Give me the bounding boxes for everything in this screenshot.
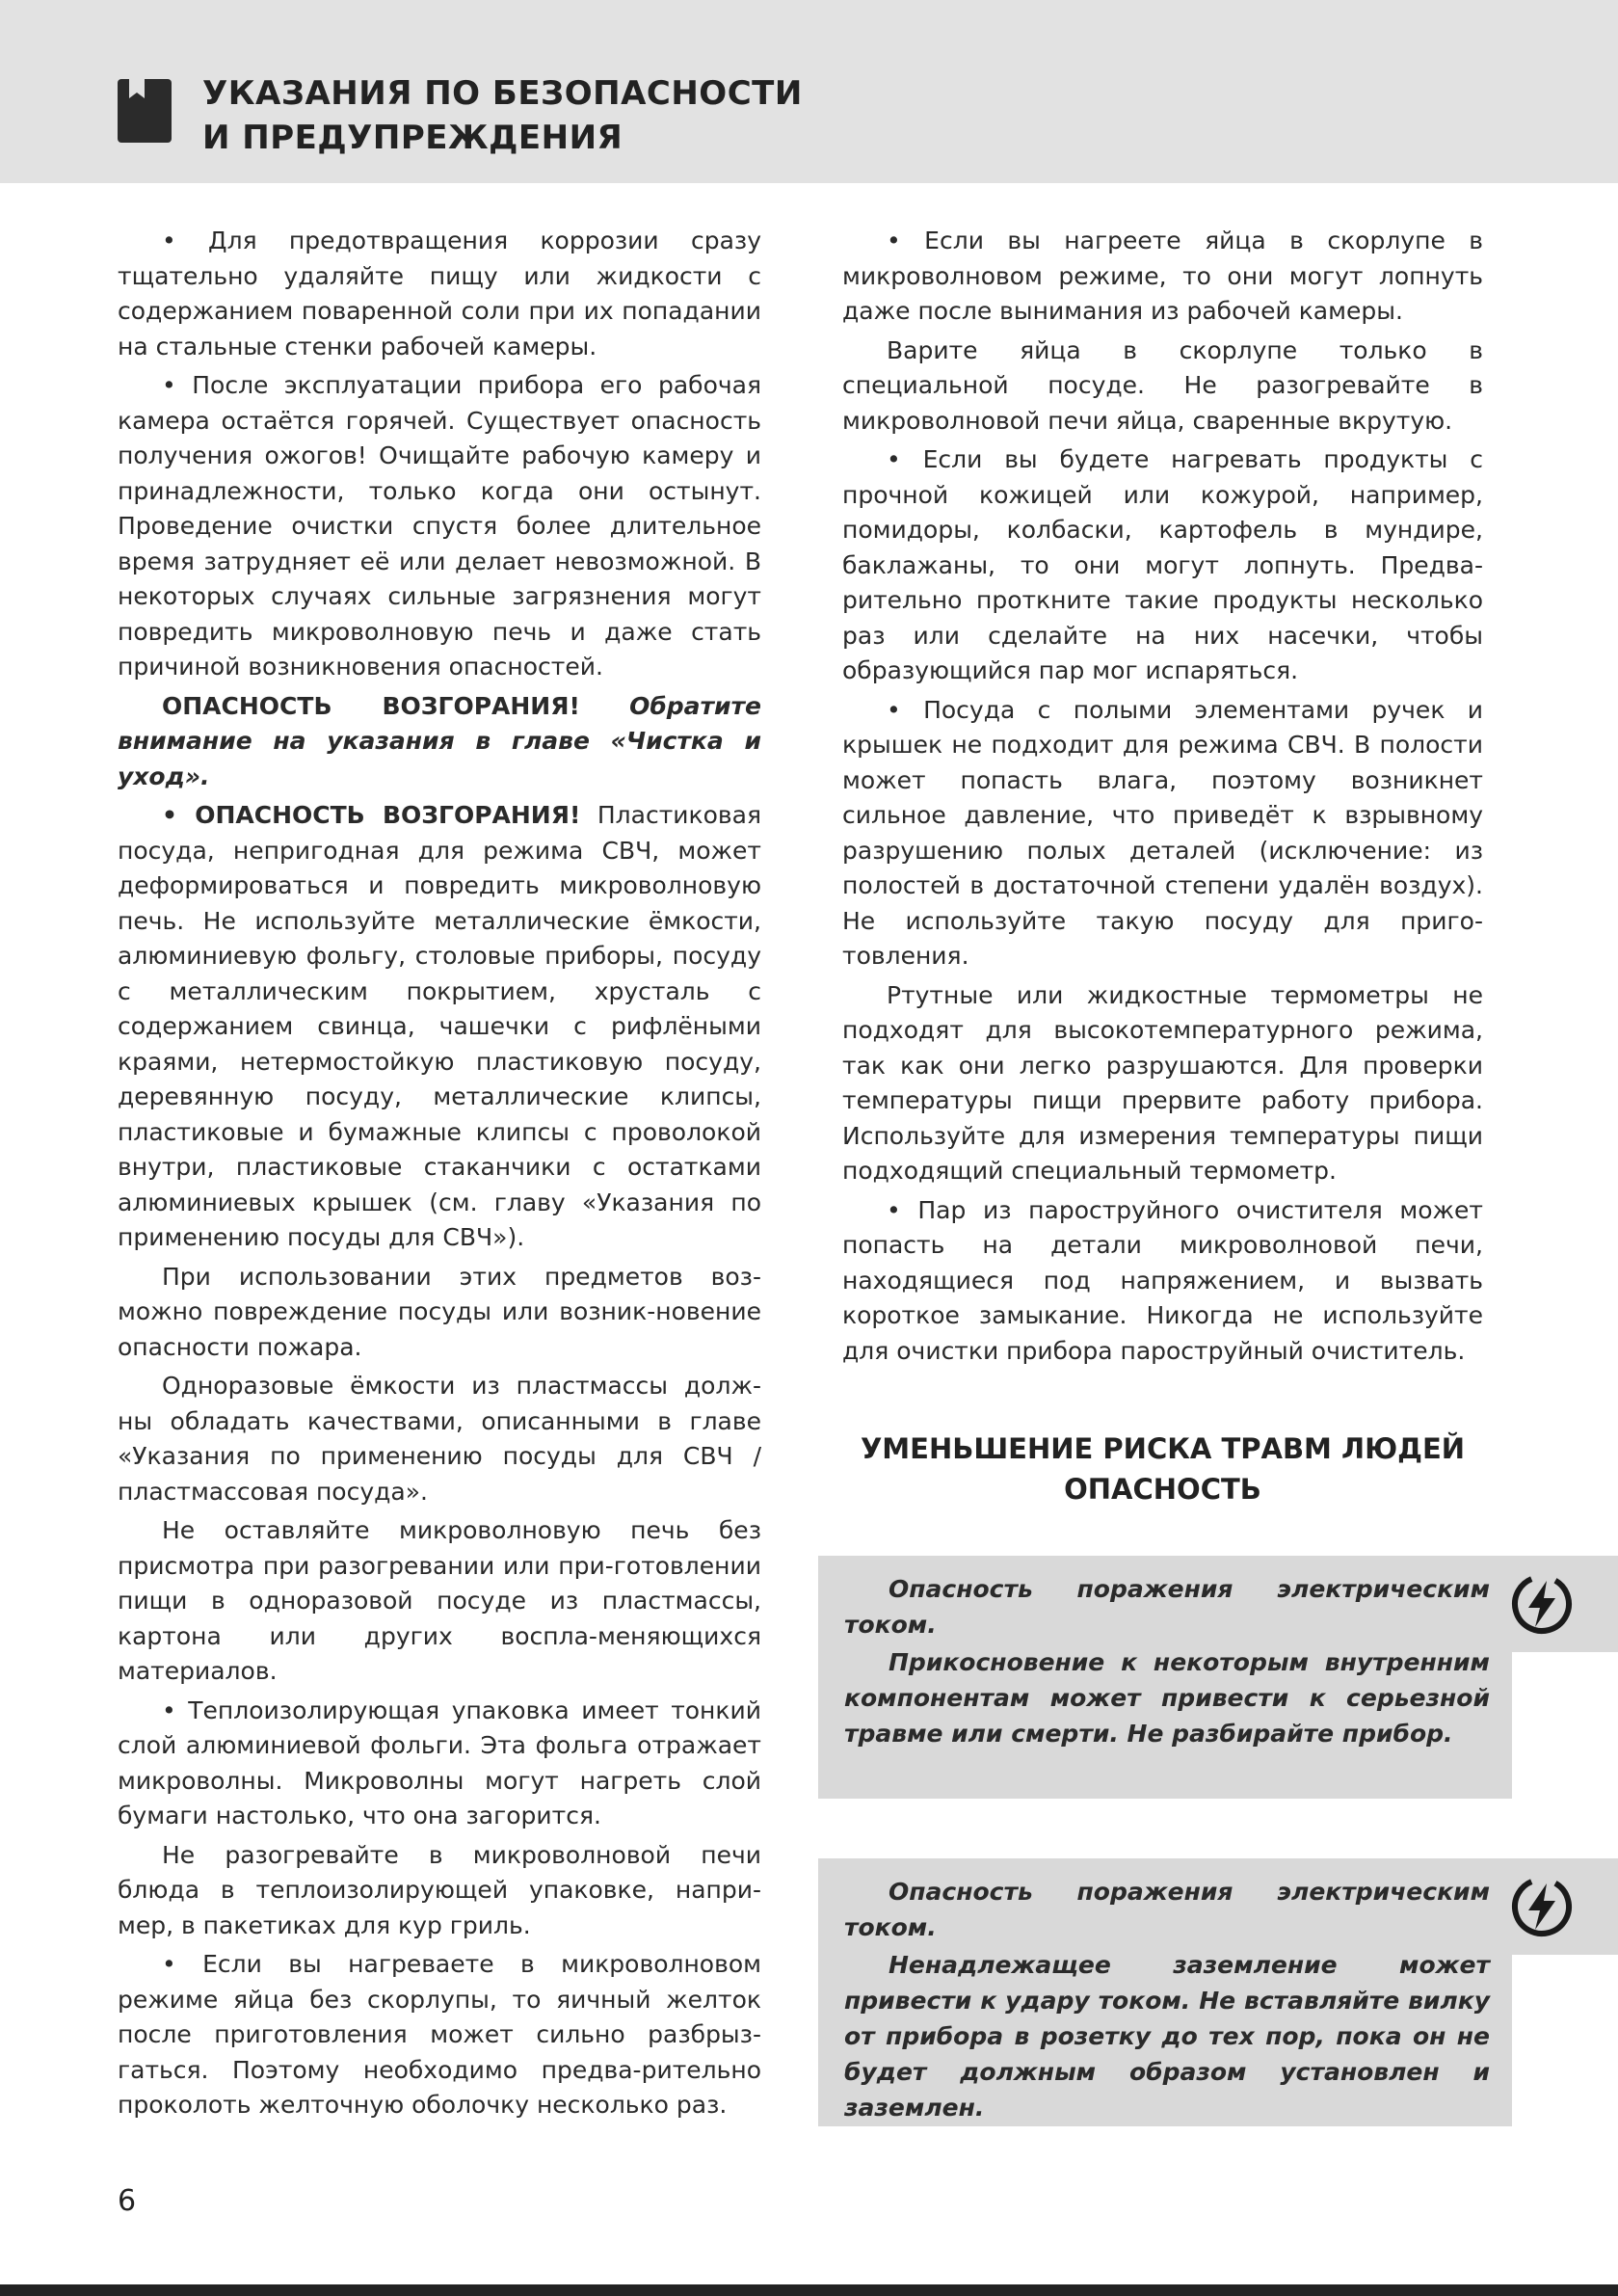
paragraph: Не разогревайте в микроволновой печи блюда в теплоизолирующей упаковке, напри-мер, в пакетиках для кур гриль. <box>118 1840 761 1939</box>
page-number: 6 <box>118 2184 137 2218</box>
paragraph: • Пар из пароструйного очистителя может попасть на детали микроволновой печи, находящиеся под напряжением, и вызвать короткое замыкание. Никогда не используйте для очистки прибора пароструйный очиститель. <box>842 1195 1483 1365</box>
warning-title: Опасность поражения электрическим током. <box>844 1878 1490 1941</box>
paragraph-fire-danger-plastic <box>118 798 761 1256</box>
warning-text-2 <box>844 1874 1490 2127</box>
book-icon <box>118 79 172 143</box>
fire-danger-text: Пластиковая посуда, непригодная для режима СВЧ, может деформироваться и повредить микроволновую печь. Не используйте металлические ёмкости, алюминиевую фольгу, столовые приборы, посуду с металлическим покрытием, хрусталь с содержанием свинца, чашечки с рифлёными краями, нетермостойкую пластиковую посуду, деревянную посуду, металлические клипсы, пластиковые и бумажные клипсы с проволокой внутри, пластиковые стаканчики с остатками алюминиевых крышек (см. главу «Указания по применению посуды для СВЧ»). <box>118 801 762 1251</box>
paragraph: • Теплоизолирующая упаковка имеет тонкий слой алюминиевой фольги. Эта фольга отражает микроволны. Микроволны могут нагреть слой бумаги настолько, что она загорится. <box>118 1695 761 1829</box>
paragraph: • После эксплуатации прибора его рабочая камера остаётся горячей. Существует опасность получения ожогов! Очищайте рабочую камеру и принадлежности, только когда они остынут. Проведение очистки спустя более длительное время затрудняет её или делает невозможной. В некоторых случаях сильные загрязнения могут повредить микроволновую печь и даже стать причиной возникновения опасностей. <box>118 371 761 681</box>
warning-title: Опасность поражения электрическим током. <box>844 1575 1490 1639</box>
warning-text-1 <box>844 1571 1490 1753</box>
paragraph: • Посуда с полыми элементами ручек и крышек не подходит для режима СВЧ. В полости может попасть влага, поэтому возникнет сильное давление, что приведёт к взрывному разрушению полых деталей (исключение: из полостей в достаточной степени удалён воздух). Не используйте такую посуду для приго-товления. <box>842 695 1483 970</box>
left-column <box>118 224 761 2127</box>
fire-danger-reference: Обратите внимание на указания в главе «Чистка и уход». <box>118 691 762 790</box>
section-heading-line-1: УМЕНЬШЕНИЕ РИСКА ТРАВМ ЛЮДЕЙ <box>860 1432 1466 1465</box>
section-heading-line-2: ОПАСНОСТЬ <box>1064 1473 1261 1506</box>
page-title-line-1: УКАЗАНИЯ ПО БЕЗОПАСНОСТИ <box>202 74 803 113</box>
paragraph: Одноразовые ёмкости из пластмассы долж-ны обладать качествами, описанными в главе «Указания по применению посуды для СВЧ / пластмассовая посуда». <box>118 1372 761 1506</box>
lightning-bolt-icon <box>1509 1571 1575 1637</box>
lightning-bolt-icon <box>1509 1874 1575 1939</box>
paragraph: • Если вы нагреете яйца в скорлупе в микроволновом режиме, то они могут лопнуть даже после вынимания из рабочей камеры. <box>842 227 1483 325</box>
warning-body: Прикосновение к некоторым внутренним компонентам может привести к серьезной травме или смерти. Не разбирайте прибор. <box>844 1648 1490 1748</box>
fire-danger-label: • ОПАСНОСТЬ ВОЗГОРАНИЯ! <box>162 801 581 829</box>
page-title <box>202 71 1070 160</box>
paragraph: • Если вы нагреваете в микроволновом режиме яйца без скорлупы, то яичный желток после приготовления может сильно разбрыз-гаться. Поэтому необходимо предва-рительно проколоть желточную оболочку несколько раз. <box>118 1950 761 2119</box>
footer-rule <box>0 2284 1618 2296</box>
paragraph: Варите яйца в скорлупе только в специальной посуде. Не разогревайте в микроволновой печи яйца, сваренные вкрутую. <box>842 335 1483 435</box>
paragraph: При использовании этих предметов воз-можно повреждение посуды или возник-новение опасности пожара. <box>118 1262 761 1361</box>
right-column <box>842 224 1483 1373</box>
paragraph: • Для предотвращения коррозии сразу тщательно удаляйте пищу или жидкости с содержанием поваренной соли при их попадании на стальные стенки рабочей камеры. <box>118 227 761 360</box>
section-heading <box>842 1428 1483 1509</box>
paragraph: • Если вы будете нагревать продукты с прочной кожицей или кожурой, например, помидоры, колбаски, картофель в мундире, баклажаны, то они могут лопнуть. Предва-рительно проткните такие продукты несколько раз или сделайте на них насечки, чтобы образующийся пар мог испаряться. <box>842 445 1483 684</box>
paragraph-fire-danger-note <box>118 689 761 795</box>
page-title-line-2: И ПРЕДУПРЕЖДЕНИЯ <box>202 119 623 157</box>
paragraph: Ртутные или жидкостные термометры не подходят для высокотемпературного режима, так как они легко разрушаются. Для проверки температуры пищи прервите работу прибора. Используйте для измерения температуры пищи подходящий специальный термометр. <box>842 980 1483 1185</box>
warning-body: Ненадлежащее заземление может привести к удару током. Не вставляйте вилку от прибора в розетку до тех пор, пока он не будет должным образом установлен и заземлен. <box>844 1951 1490 2122</box>
paragraph: Не оставляйте микроволновую печь без присмотра при разогревании или при-готовлении пищи в одноразовой посуде из пластмассы, картона или других воспла-меняющихся материалов. <box>118 1516 761 1685</box>
fire-danger-label: ОПАСНОСТЬ ВОЗГОРАНИЯ! <box>162 691 580 720</box>
